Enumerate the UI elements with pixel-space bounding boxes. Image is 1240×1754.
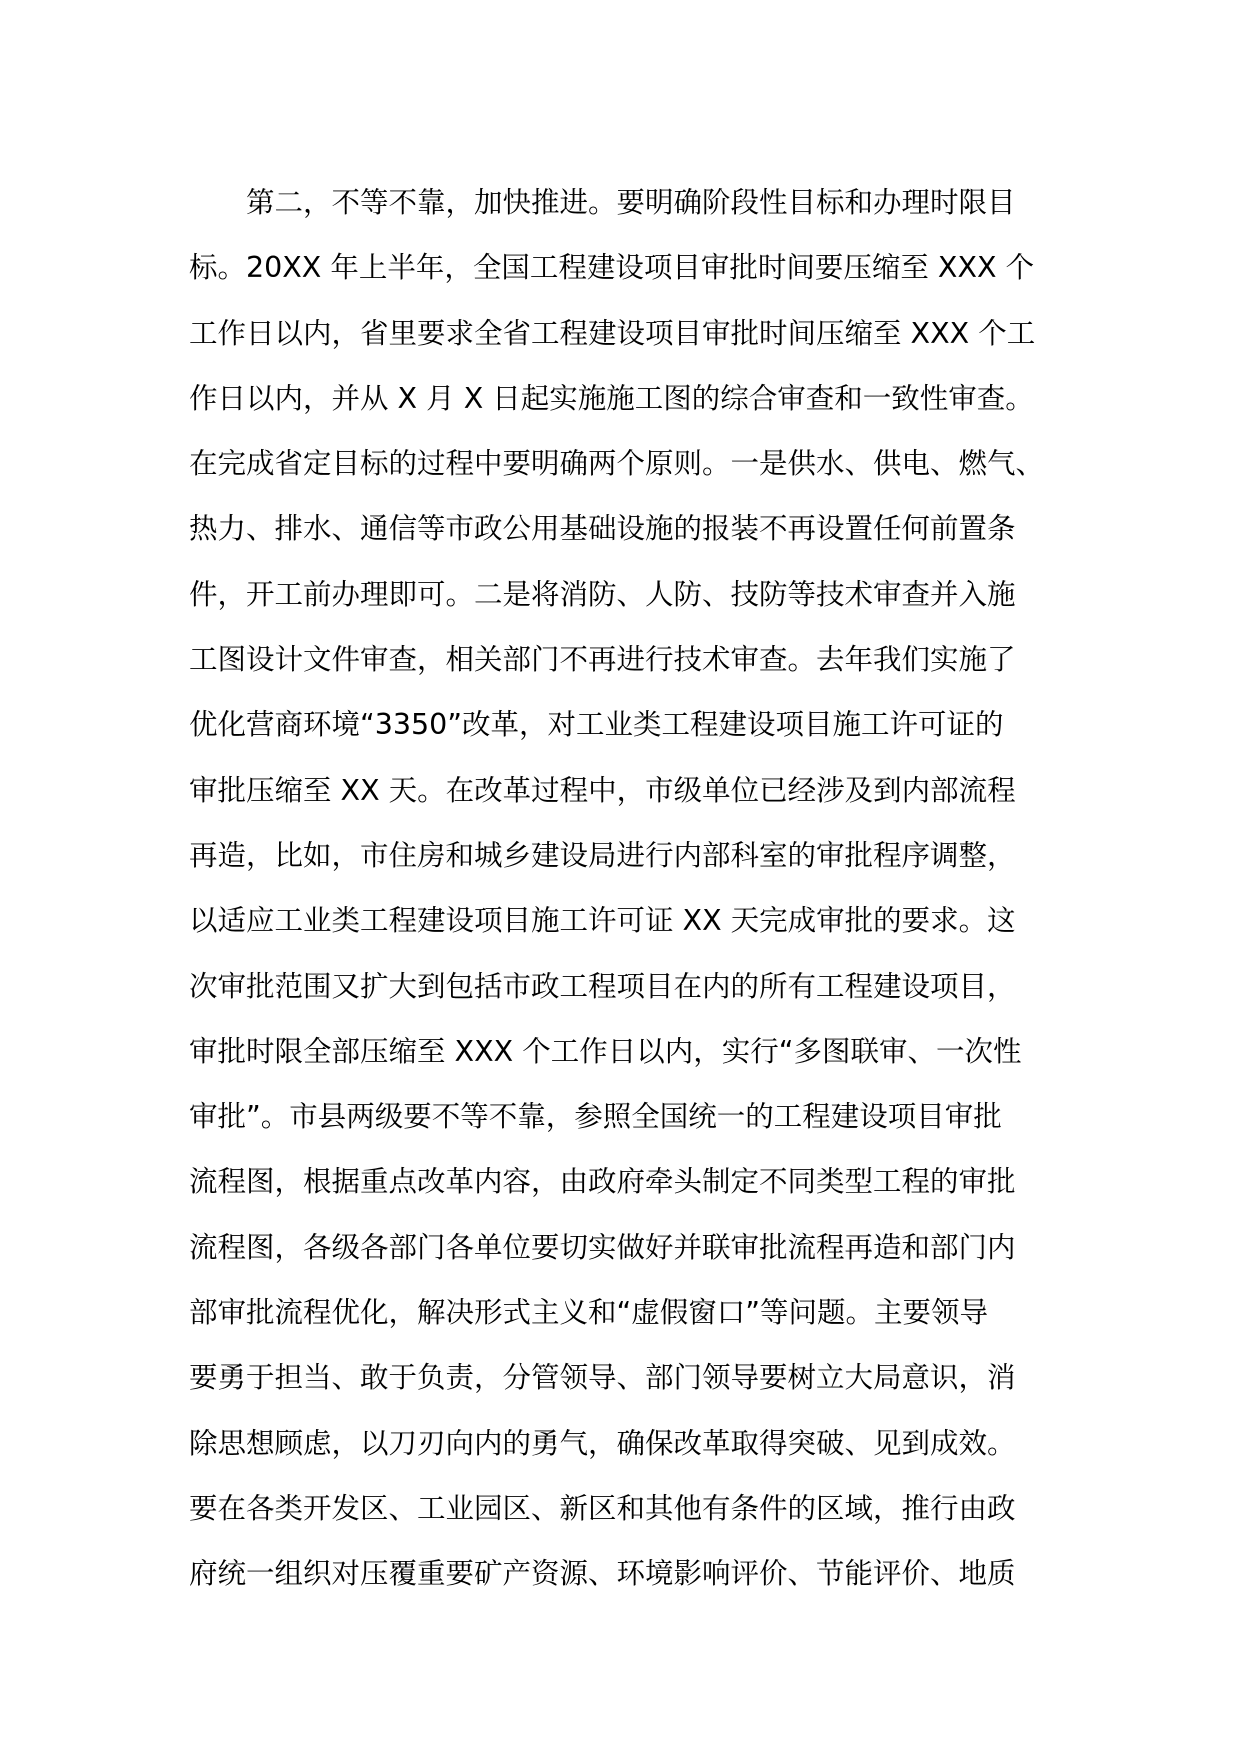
text-line-12: 以适应工业类工程建设项目施工许可证 XX 天完成审批的要求。这	[189, 904, 1016, 938]
body-paragraph	[189, 170, 1059, 1607]
text-line-11: 再造，比如，市住房和城乡建设局进行内部科室的审批程序调整，	[189, 838, 1016, 872]
text-line-20: 除思想顾虑，以刀刃向内的勇气，确保改革取得突破、见到成效。	[189, 1426, 1016, 1460]
text-line-2: 标。20XX 年上半年，全国工程建设项目审批时间要压缩至 XXX 个	[189, 251, 1035, 285]
text-line-5: 在完成省定目标的过程中要明确两个原则。一是供水、供电、燃气、	[189, 447, 1045, 481]
text-line-14: 审批时限全部压缩至 XXX 个工作日以内，实行“多图联审、一次性	[189, 1034, 1022, 1068]
text-line-22: 府统一组织对压覆重要矿产资源、环境影响评价、节能评价、地质	[189, 1557, 1016, 1591]
text-line-17: 流程图，各级各部门各单位要切实做好并联审批流程再造和部门内	[189, 1230, 1016, 1264]
text-line-1: 第二，不等不靠，加快推进。要明确阶段性目标和办理时限目	[246, 186, 1016, 219]
text-line-15: 审批”。市县两级要不等不靠，参照全国统一的工程建设项目审批	[189, 1100, 1002, 1134]
text-line-7: 件，开工前办理即可。二是将消防、人防、技防等技术审查并入施	[189, 577, 1016, 611]
text-line-16: 流程图，根据重点改革内容，由政府牵头制定不同类型工程的审批	[189, 1165, 1016, 1199]
text-line-18: 部审批流程优化，解决形式主义和“虚假窗口”等问题。主要领导	[189, 1296, 989, 1330]
text-line-10: 审批压缩至 XX 天。在改革过程中，市级单位已经涉及到内部流程	[189, 773, 1016, 807]
text-line-6: 热力、排水、通信等市政公用基础设施的报装不再设置任何前置条	[189, 512, 1016, 546]
text-line-8: 工图设计文件审查，相关部门不再进行技术审查。去年我们实施了	[189, 643, 1016, 677]
text-line-13: 次审批范围又扩大到包括市政工程项目在内的所有工程建设项目，	[189, 969, 1016, 1003]
text-line-3: 工作日以内，省里要求全省工程建设项目审批时间压缩至 XXX 个工	[189, 316, 1036, 350]
text-line-9: 优化营商环境“3350”改革，对工业类工程建设项目施工许可证的	[189, 708, 1004, 742]
text-line-21: 要在各类开发区、工业园区、新区和其他有条件的区域，推行由政	[189, 1491, 1016, 1525]
text-line-19: 要勇于担当、敢于负责，分管领导、部门领导要树立大局意识，消	[189, 1361, 1016, 1395]
text-line-4: 作日以内，并从 X 月 X 日起实施施工图的综合审查和一致性审查。	[189, 381, 1034, 415]
